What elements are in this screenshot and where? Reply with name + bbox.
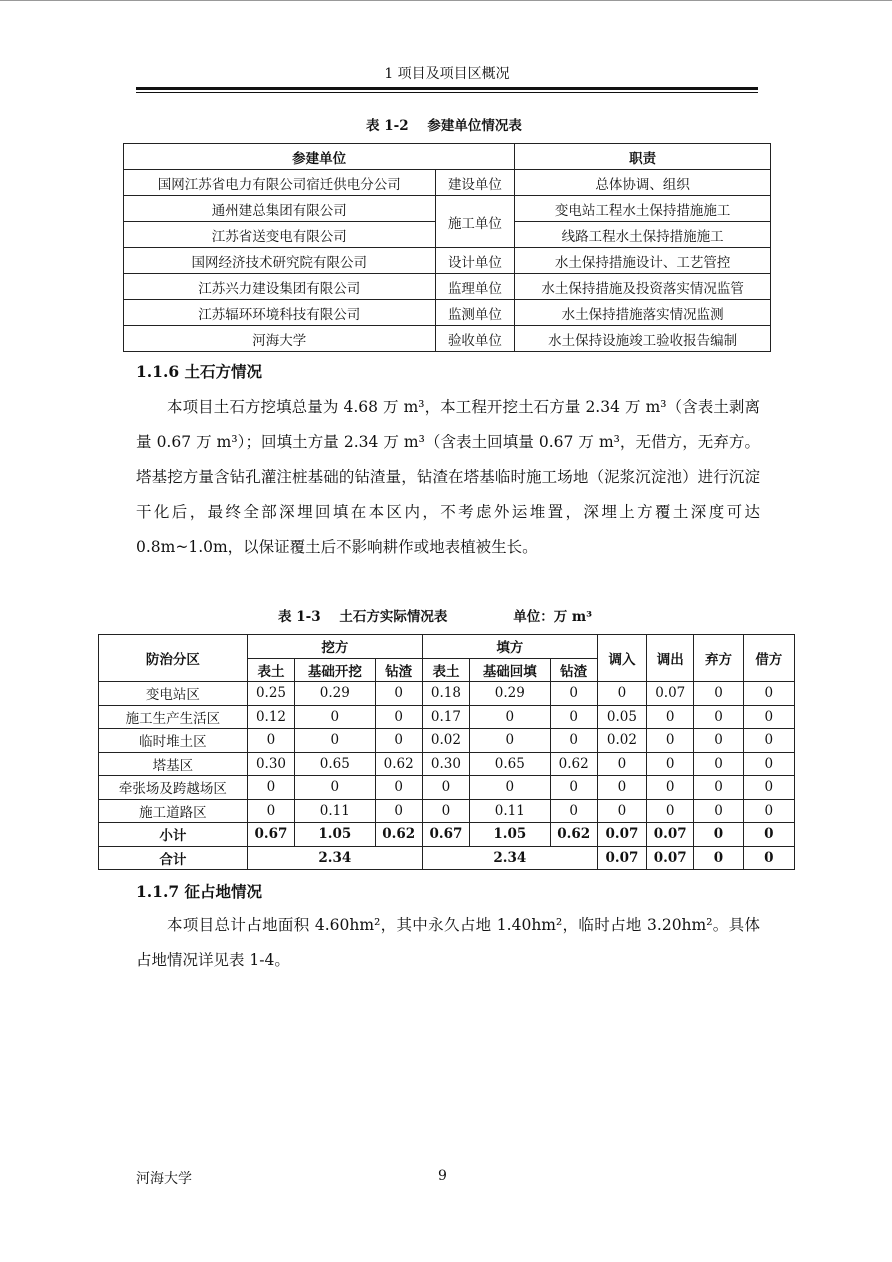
header-waste: 弃方	[694, 635, 743, 682]
zone-name: 施工生产生活区	[99, 705, 248, 729]
cell-foundation-cut: 0	[295, 705, 375, 729]
cell-transfer-in: 0	[597, 799, 646, 823]
subtotal-fill-slag: 0.62	[550, 823, 597, 847]
cell-transfer-out: 0	[647, 776, 694, 800]
subtotal-cut-topsoil: 0.67	[247, 823, 294, 847]
header-duty: 职责	[515, 144, 771, 170]
total-borrow: 0	[743, 846, 794, 870]
table-row	[99, 752, 795, 776]
cell-fill-slag: 0	[550, 729, 597, 753]
header-foundation-cut: 基础开挖	[295, 658, 375, 682]
unit-role: 验收单位	[435, 326, 515, 352]
cell-cut-slag: 0	[375, 705, 422, 729]
cell-foundation-fill: 0.65	[470, 752, 550, 776]
cell-cut-topsoil: 0	[247, 799, 294, 823]
cell-borrow: 0	[743, 776, 794, 800]
cell-cut-topsoil: 0	[247, 729, 294, 753]
cell-fill-slag: 0	[550, 705, 597, 729]
table-row	[99, 682, 795, 706]
table-1-2-caption: 表 1-2 参建单位情况表	[366, 118, 522, 134]
header-cut: 挖方	[247, 635, 422, 659]
unit-duty: 水土保持设施竣工验收报告编制	[515, 326, 771, 352]
header-transfer-in: 调入	[597, 635, 646, 682]
header-cut-topsoil: 表土	[247, 658, 294, 682]
header-fill: 填方	[422, 635, 597, 659]
unit-duty: 水土保持措施及投资落实情况监管	[515, 274, 771, 300]
cell-fill-slag: 0.62	[550, 752, 597, 776]
cell-fill-topsoil: 0	[422, 799, 469, 823]
zone-name: 施工道路区	[99, 799, 248, 823]
cell-foundation-fill: 0	[470, 776, 550, 800]
cell-transfer-in: 0	[597, 752, 646, 776]
cell-transfer-out: 0.07	[647, 682, 694, 706]
table-1-3-caption: 表 1-3 土石方实际情况表 单位：万 m³	[278, 609, 593, 625]
unit-duty: 变电站工程水土保持措施施工	[515, 196, 771, 222]
unit-name: 通州建总集团有限公司	[124, 196, 436, 222]
unit-role: 监测单位	[435, 300, 515, 326]
cell-cut-topsoil: 0.30	[247, 752, 294, 776]
cell-fill-topsoil: 0.17	[422, 705, 469, 729]
header-rule-thick	[136, 87, 758, 90]
earthwork-table-body	[99, 682, 795, 823]
subtotal-foundation-cut: 1.05	[295, 823, 375, 847]
page-top-border	[0, 0, 892, 1]
table-row	[124, 196, 771, 222]
cell-transfer-in: 0	[597, 682, 646, 706]
cell-transfer-out: 0	[647, 799, 694, 823]
section-1-1-7-title: 1.1.7 征占地情况	[136, 882, 263, 901]
table-row	[124, 170, 771, 196]
zone-name: 临时堆土区	[99, 729, 248, 753]
cell-cut-slag: 0.62	[375, 752, 422, 776]
earthwork-table	[98, 634, 795, 870]
total-fill: 2.34	[422, 846, 597, 870]
total-label: 合计	[99, 846, 248, 870]
subtotal-borrow: 0	[743, 823, 794, 847]
cell-fill-topsoil: 0.02	[422, 729, 469, 753]
unit-role: 设计单位	[435, 248, 515, 274]
cell-foundation-fill: 0.29	[470, 682, 550, 706]
footer-organization: 河海大学	[136, 1171, 192, 1187]
unit-name: 江苏省送变电有限公司	[124, 222, 436, 248]
cell-fill-topsoil: 0.18	[422, 682, 469, 706]
header-fill-topsoil: 表土	[422, 658, 469, 682]
cell-cut-topsoil: 0	[247, 776, 294, 800]
table-row	[124, 326, 771, 352]
table-row	[124, 300, 771, 326]
cell-borrow: 0	[743, 705, 794, 729]
cell-foundation-cut: 0.29	[295, 682, 375, 706]
cell-transfer-out: 0	[647, 752, 694, 776]
section-1-1-7-paragraph: 本项目总计占地面积 4.60hm²，其中永久占地 1.40hm²，临时占地 3.20hm²。具体占地情况详见表 1-4。	[136, 916, 760, 969]
subtotal-waste: 0	[694, 823, 743, 847]
unit-duty: 线路工程水土保持措施施工	[515, 222, 771, 248]
cell-cut-slag: 0	[375, 776, 422, 800]
cell-waste: 0	[694, 776, 743, 800]
cell-waste: 0	[694, 799, 743, 823]
total-waste: 0	[694, 846, 743, 870]
cell-foundation-fill: 0	[470, 705, 550, 729]
cell-borrow: 0	[743, 729, 794, 753]
header-cut-slag: 钻渣	[375, 658, 422, 682]
header-fill-slag: 钻渣	[550, 658, 597, 682]
header-foundation-fill: 基础回填	[470, 658, 550, 682]
unit-duty: 水土保持措施落实情况监测	[515, 300, 771, 326]
section-1-1-6-title: 1.1.6 土石方情况	[136, 362, 263, 381]
cell-fill-topsoil: 0.30	[422, 752, 469, 776]
cell-foundation-cut: 0	[295, 776, 375, 800]
cell-borrow: 0	[743, 752, 794, 776]
cell-cut-slag: 0	[375, 799, 422, 823]
cell-borrow: 0	[743, 799, 794, 823]
header-rule-thin	[136, 92, 758, 93]
section-1-1-6-paragraph: 本项目土石方挖填总量为 4.68 万 m³，本工程开挖土石方量 2.34 万 m³（含表土剥离量 0.67 万 m³）；回填土方量 2.34 万 m³（含表土回填量 0.67 万 m³，无借方，无弃方。塔基挖方量含钻孔灌注桩基础的钻渣量，钻渣在塔基临时施工场地（泥浆沉淀池）进行沉淀干化后，最终全部深埋回填在本区内，不考虑外运堆置，深埋上方覆土深度可达 0.8m~1.0m，以保证覆土后不影响耕作或地表植被生长。	[136, 398, 760, 556]
cell-foundation-fill: 0.11	[470, 799, 550, 823]
unit-name: 河海大学	[124, 326, 436, 352]
cell-cut-topsoil: 0.25	[247, 682, 294, 706]
table-row	[99, 729, 795, 753]
cell-transfer-in: 0	[597, 776, 646, 800]
cell-transfer-in: 0.02	[597, 729, 646, 753]
header-borrow: 借方	[743, 635, 794, 682]
subtotal-transfer-out: 0.07	[647, 823, 694, 847]
unit-role: 监理单位	[435, 274, 515, 300]
unit-role: 建设单位	[435, 170, 515, 196]
unit-duty: 水土保持措施设计、工艺管控	[515, 248, 771, 274]
cell-foundation-fill: 0	[470, 729, 550, 753]
subtotal-transfer-in: 0.07	[597, 823, 646, 847]
subtotal-cut-slag: 0.62	[375, 823, 422, 847]
table-row	[99, 799, 795, 823]
total-out: 0.07	[647, 846, 694, 870]
subtotal-foundation-fill: 1.05	[470, 823, 550, 847]
cell-waste: 0	[694, 752, 743, 776]
total-in: 0.07	[597, 846, 646, 870]
subtotal-row	[99, 823, 795, 847]
table-row	[124, 274, 771, 300]
cell-cut-slag: 0	[375, 682, 422, 706]
table-header-row	[99, 635, 795, 659]
cell-transfer-out: 0	[647, 705, 694, 729]
header-transfer-out: 调出	[647, 635, 694, 682]
table-row	[99, 776, 795, 800]
cell-foundation-cut: 0.11	[295, 799, 375, 823]
table-header-row	[124, 144, 771, 170]
page-number: 9	[438, 1168, 447, 1184]
cell-borrow: 0	[743, 682, 794, 706]
cell-waste: 0	[694, 682, 743, 706]
cell-cut-topsoil: 0.12	[247, 705, 294, 729]
unit-name: 国网江苏省电力有限公司宿迁供电分公司	[124, 170, 436, 196]
subtotal-fill-topsoil: 0.67	[422, 823, 469, 847]
unit-name: 江苏辐环环境科技有限公司	[124, 300, 436, 326]
cell-waste: 0	[694, 729, 743, 753]
cell-cut-slag: 0	[375, 729, 422, 753]
table-row	[99, 705, 795, 729]
cell-fill-topsoil: 0	[422, 776, 469, 800]
unit-duty: 总体协调、组织	[515, 170, 771, 196]
unit-role: 施工单位	[435, 196, 515, 248]
cell-fill-slag: 0	[550, 776, 597, 800]
cell-transfer-out: 0	[647, 729, 694, 753]
participating-units-table	[123, 143, 771, 352]
header-zone: 防治分区	[99, 635, 248, 682]
header-unit: 参建单位	[124, 144, 515, 170]
zone-name: 变电站区	[99, 682, 248, 706]
zone-name: 牵张场及跨越场区	[99, 776, 248, 800]
total-cut: 2.34	[247, 846, 422, 870]
cell-waste: 0	[694, 705, 743, 729]
unit-name: 江苏兴力建设集团有限公司	[124, 274, 436, 300]
zone-name: 塔基区	[99, 752, 248, 776]
running-header: 1 项目及项目区概况	[384, 66, 510, 82]
subtotal-label: 小计	[99, 823, 248, 847]
cell-fill-slag: 0	[550, 799, 597, 823]
cell-foundation-cut: 0.65	[295, 752, 375, 776]
cell-transfer-in: 0.05	[597, 705, 646, 729]
cell-fill-slag: 0	[550, 682, 597, 706]
table-row	[124, 248, 771, 274]
cell-foundation-cut: 0	[295, 729, 375, 753]
total-row	[99, 846, 795, 870]
unit-name: 国网经济技术研究院有限公司	[124, 248, 436, 274]
